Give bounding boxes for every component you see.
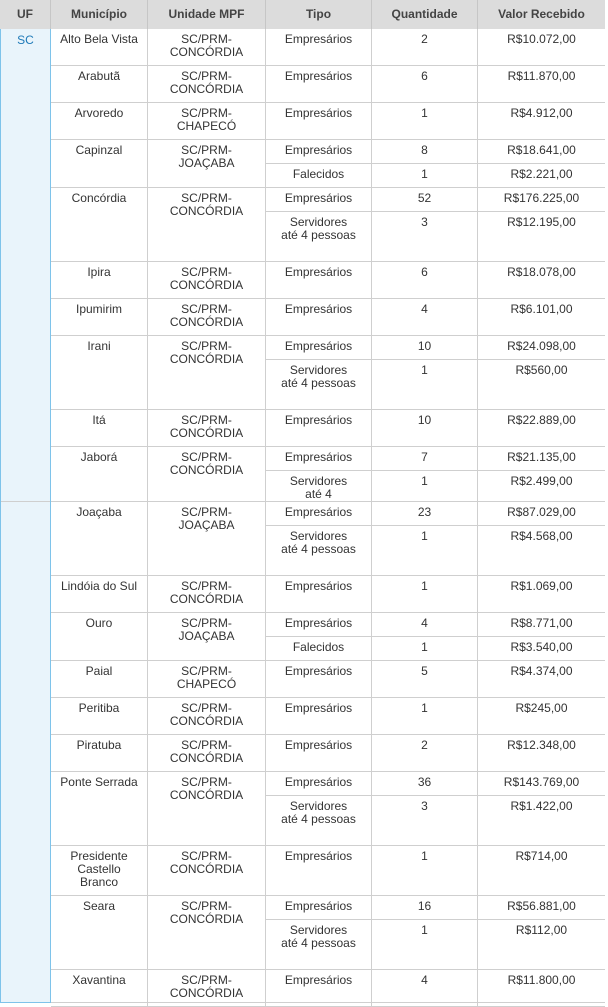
unidade-mpf-cell: SC/PRM-CONCÓRDIA — [148, 970, 266, 1007]
valor-recebido-cell: R$18.641,00 — [478, 140, 605, 164]
unidade-mpf-cell: SC/PRM-CONCÓRDIA — [148, 772, 266, 846]
valor-recebido-cell: R$24.098,00 — [478, 336, 605, 360]
unidade-mpf-cell: SC/PRM-CONCÓRDIA — [148, 410, 266, 447]
quantidade-cell: 1 — [372, 637, 478, 661]
quantidade-cell: 1 — [372, 920, 478, 970]
unidade-mpf-cell: SC/PRM-CONCÓRDIA — [148, 735, 266, 772]
municipio-cell: Arabutã — [51, 66, 148, 103]
quantidade-cell: 5 — [372, 661, 478, 698]
municipio-cell: Itá — [51, 410, 148, 447]
municipio-cell: Presidente Castello Branco — [51, 846, 148, 896]
valor-recebido-cell: R$6.101,00 — [478, 299, 605, 336]
tipo-cell: Empresários — [266, 66, 372, 103]
municipio-cell: Peritiba — [51, 698, 148, 735]
tipo-cell: Empresários — [266, 576, 372, 613]
valor-recebido-cell: R$12.348,00 — [478, 735, 605, 772]
valor-recebido-cell: R$560,00 — [478, 360, 605, 410]
quantidade-cell: 1 — [372, 698, 478, 735]
municipio-cell: Arvoredo — [51, 103, 148, 140]
quantidade-cell: 6 — [372, 66, 478, 103]
uf-value[interactable]: SC — [17, 33, 34, 47]
quantidade-cell: 3 — [372, 796, 478, 846]
municipio-cell: Ipumirim — [51, 299, 148, 336]
valor-recebido-cell: R$21.135,00 — [478, 447, 605, 471]
quantidade-cell: 23 — [372, 502, 478, 526]
unidade-mpf-cell: SC/PRM-JOAÇABA — [148, 502, 266, 576]
quantidade-cell: 1 — [372, 526, 478, 576]
tipo-cell: Empresários — [266, 103, 372, 140]
tipo-cell: Empresários — [266, 447, 372, 471]
unidade-mpf-cell: SC/PRM-CONCÓRDIA — [148, 299, 266, 336]
unidade-mpf-cell: SC/PRM-CONCÓRDIA — [148, 188, 266, 262]
tipo-cell: Servidores até 4 pessoas — [266, 212, 372, 262]
quantidade-cell: 3 — [372, 212, 478, 262]
valor-recebido-cell: R$2.221,00 — [478, 164, 605, 188]
valor-recebido-cell: R$143.769,00 — [478, 772, 605, 796]
valor-recebido-cell: R$2.499,00 — [478, 471, 605, 502]
quantidade-cell: 2 — [372, 29, 478, 66]
valor-recebido-cell: R$56.881,00 — [478, 896, 605, 920]
valor-recebido-cell: R$176.225,00 — [478, 188, 605, 212]
header-municipio[interactable]: Município — [51, 0, 148, 29]
quantidade-cell: 7 — [372, 447, 478, 471]
valor-recebido-cell: R$4.568,00 — [478, 526, 605, 576]
valor-recebido-cell: R$112,00 — [478, 920, 605, 970]
tipo-cell: Servidores até 4 pessoas — [266, 796, 372, 846]
municipio-cell: Concórdia — [51, 188, 148, 262]
quantidade-cell: 4 — [372, 299, 478, 336]
unidade-mpf-cell: SC/PRM-JOAÇABA — [148, 613, 266, 661]
quantidade-cell: 4 — [372, 613, 478, 637]
unidade-mpf-cell: SC/PRM-CONCÓRDIA — [148, 896, 266, 970]
header-valor-recebido[interactable]: Valor Recebido — [498, 7, 585, 21]
tipo-cell: Falecidos — [266, 164, 372, 188]
header-unidade-mpf[interactable]: Unidade MPF — [148, 0, 266, 29]
tipo-cell: Empresários — [266, 735, 372, 772]
tipo-cell: Empresários — [266, 698, 372, 735]
quantidade-cell: 1 — [372, 471, 478, 502]
unidade-mpf-cell: SC/PRM-CONCÓRDIA — [148, 576, 266, 613]
valor-recebido-cell: R$10.072,00 — [478, 29, 605, 66]
unidade-mpf-cell: SC/PRM-CHAPECÓ — [148, 661, 266, 698]
tipo-cell: Empresários — [266, 970, 372, 1007]
unidade-mpf-cell: SC/PRM-CONCÓRDIA — [148, 262, 266, 299]
unidade-mpf-cell: SC/PRM-CONCÓRDIA — [148, 336, 266, 410]
unidade-mpf-cell: SC/PRM-JOAÇABA — [148, 140, 266, 188]
valor-recebido-cell: R$1.422,00 — [478, 796, 605, 846]
unidade-mpf-cell: SC/PRM-CHAPECÓ — [148, 103, 266, 140]
table-header — [0, 0, 605, 29]
tipo-cell: Empresários — [266, 299, 372, 336]
tipo-cell: Empresários — [266, 188, 372, 212]
unidade-mpf-cell: SC/PRM-CONCÓRDIA — [148, 447, 266, 502]
municipio-cell: Ouro — [51, 613, 148, 661]
header-uf[interactable]: UF — [0, 0, 51, 29]
valor-recebido-cell: R$3.540,00 — [478, 637, 605, 661]
tipo-cell: Servidores até 4 pessoas — [266, 526, 372, 576]
tipo-cell: Empresários — [266, 140, 372, 164]
valor-recebido-cell: R$8.771,00 — [478, 613, 605, 637]
tipo-cell: Empresários — [266, 896, 372, 920]
municipio-cell: Irani — [51, 336, 148, 410]
municipio-cell: Lindóia do Sul — [51, 576, 148, 613]
municipio-cell: Seara — [51, 896, 148, 970]
municipio-cell: Xavantina — [51, 970, 148, 1007]
municipio-cell: Ponte Serrada — [51, 772, 148, 846]
unidade-mpf-cell: SC/PRM-CONCÓRDIA — [148, 29, 266, 66]
quantidade-cell: 1 — [372, 164, 478, 188]
valor-recebido-cell: R$12.195,00 — [478, 212, 605, 262]
uf-column — [0, 29, 51, 1003]
header-tipo[interactable]: Tipo — [266, 0, 372, 29]
municipio-cell: Piratuba — [51, 735, 148, 772]
quantidade-cell: 1 — [372, 360, 478, 410]
tipo-cell: Falecidos — [266, 637, 372, 661]
quantidade-cell: 8 — [372, 140, 478, 164]
tipo-cell: Empresários — [266, 661, 372, 698]
tipo-cell: Empresários — [266, 613, 372, 637]
valor-recebido-cell: R$4.912,00 — [478, 103, 605, 140]
tipo-cell: Empresários — [266, 410, 372, 447]
unidade-mpf-cell: SC/PRM-CONCÓRDIA — [148, 66, 266, 103]
unidade-mpf-cell: SC/PRM-CONCÓRDIA — [148, 698, 266, 735]
quantidade-cell: 10 — [372, 336, 478, 360]
header-quantidade[interactable]: Quantidade — [372, 0, 478, 29]
quantidade-cell: 52 — [372, 188, 478, 212]
valor-recebido-cell: R$22.889,00 — [478, 410, 605, 447]
quantidade-cell: 36 — [372, 772, 478, 796]
quantidade-cell: 16 — [372, 896, 478, 920]
tipo-cell: Empresários — [266, 846, 372, 896]
tipo-cell: Empresários — [266, 772, 372, 796]
valor-recebido-cell: R$87.029,00 — [478, 502, 605, 526]
quantidade-cell: 1 — [372, 103, 478, 140]
tipo-cell: Empresários — [266, 262, 372, 299]
tipo-cell: Empresários — [266, 502, 372, 526]
municipio-cell: Joaçaba — [51, 502, 148, 576]
quantidade-cell: 2 — [372, 735, 478, 772]
unidade-mpf-cell: SC/PRM-CONCÓRDIA — [148, 846, 266, 896]
quantidade-cell: 10 — [372, 410, 478, 447]
tipo-cell: Servidores até 4 pessoas — [266, 920, 372, 970]
quantidade-cell: 1 — [372, 846, 478, 896]
valor-recebido-cell: R$11.800,00 — [478, 970, 605, 1007]
quantidade-cell: 4 — [372, 970, 478, 1007]
quantidade-cell: 1 — [372, 576, 478, 613]
tipo-cell: Empresários — [266, 29, 372, 66]
valor-recebido-cell: R$1.069,00 — [478, 576, 605, 613]
tipo-cell: Servidores até 4 pessoas — [266, 360, 372, 410]
valor-recebido-cell: R$245,00 — [478, 698, 605, 735]
valor-recebido-cell: R$4.374,00 — [478, 661, 605, 698]
valor-recebido-cell: R$18.078,00 — [478, 262, 605, 299]
quantidade-cell: 6 — [372, 262, 478, 299]
row-divider — [1, 501, 50, 502]
municipio-cell: Ipira — [51, 262, 148, 299]
valor-recebido-cell: R$714,00 — [478, 846, 605, 896]
municipio-cell: Alto Bela Vista — [51, 29, 148, 66]
municipio-cell: Capinzal — [51, 140, 148, 188]
tipo-cell: Servidores até 4 — [266, 471, 372, 502]
municipio-cell: Paial — [51, 661, 148, 698]
valor-recebido-cell: R$11.870,00 — [478, 66, 605, 103]
municipio-cell: Jaborá — [51, 447, 148, 502]
tipo-cell: Empresários — [266, 336, 372, 360]
